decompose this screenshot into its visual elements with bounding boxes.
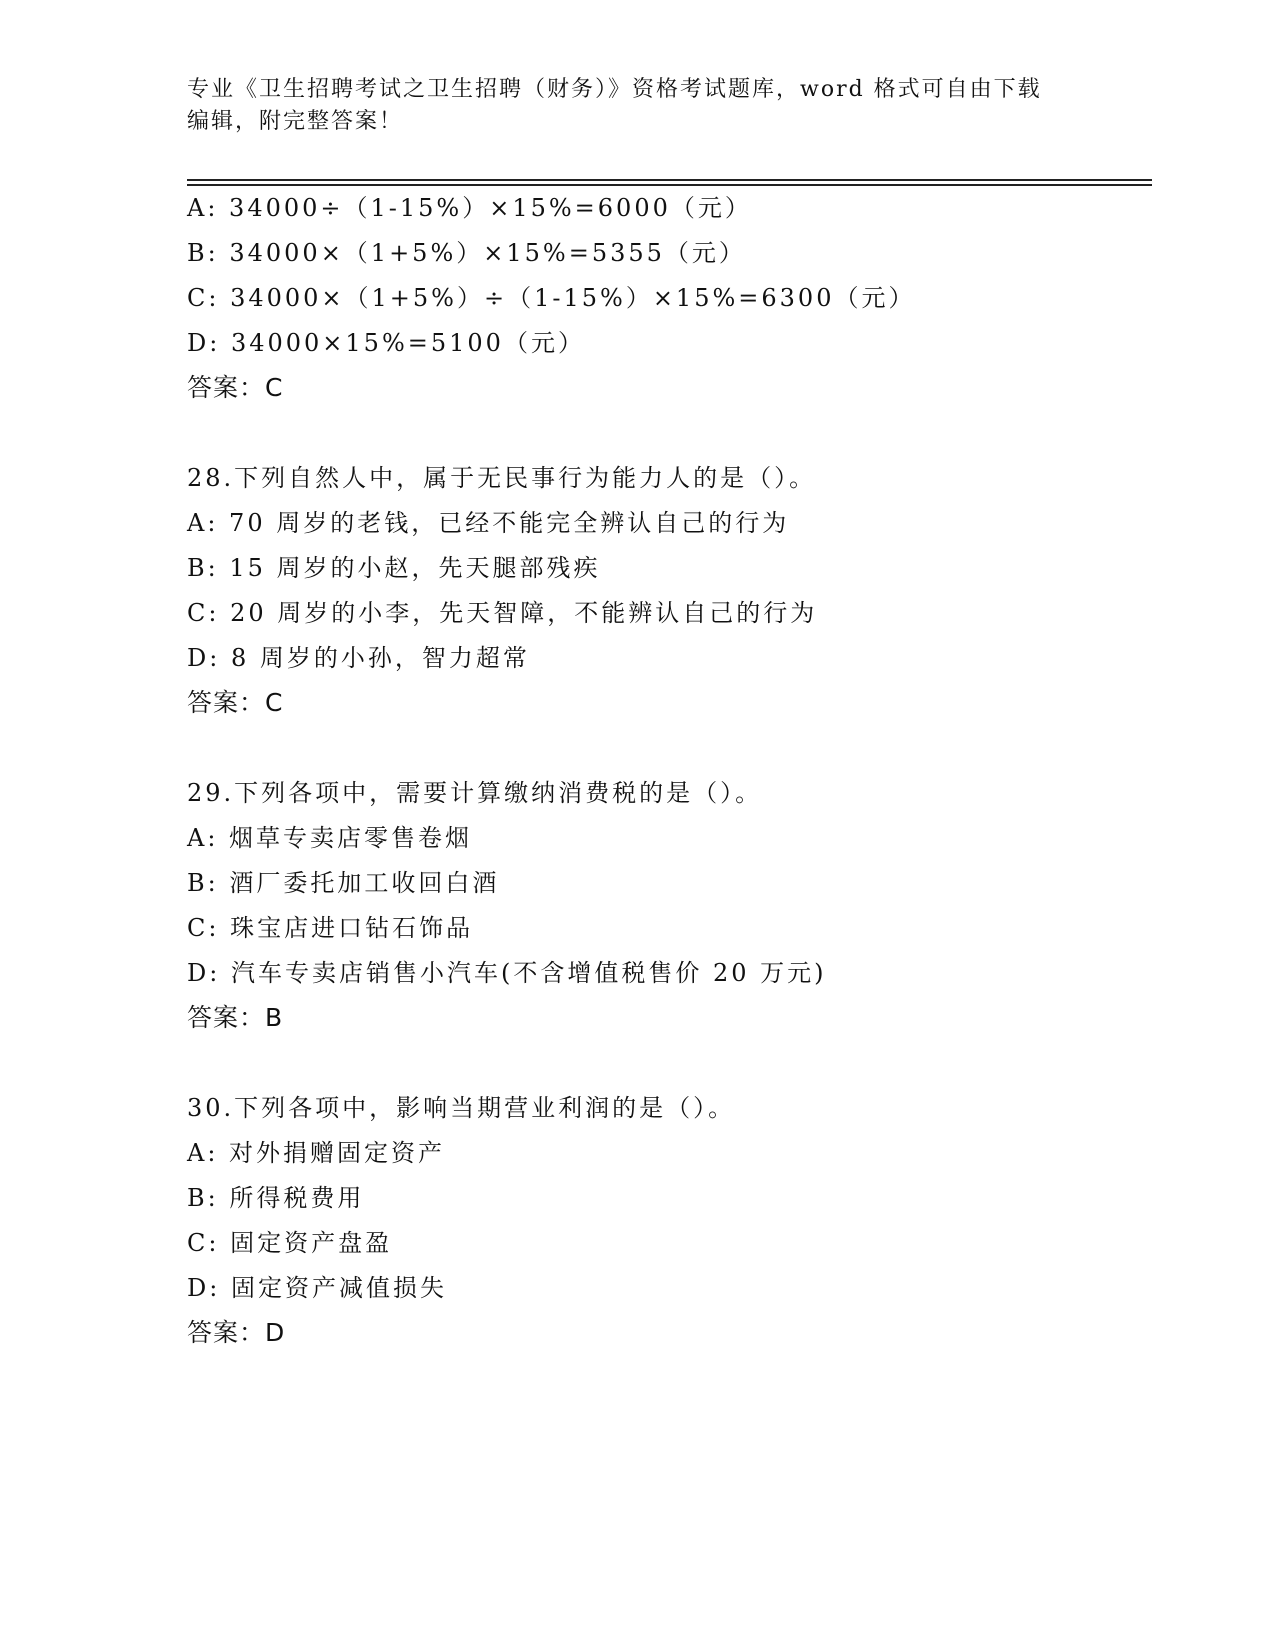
- header-line-1: 专业《卫生招聘考试之卫生招聘（财务）》资格考试题库，word 格式可自由下载: [187, 77, 1042, 102]
- q28-option-d: D: 8 周岁的小孙，智力超常: [187, 644, 530, 672]
- q27-option-b: B: 34000×（1+5%）×15%=5355（元）: [187, 239, 746, 267]
- header-divider-top: [187, 179, 1152, 181]
- q30-option-b: B: 所得税费用: [187, 1184, 365, 1212]
- q29-option-c: C: 珠宝店进口钻石饰品: [187, 914, 474, 942]
- q27-answer: 答案：C: [187, 373, 284, 402]
- q28-option-a: A: 70 周岁的老钱，已经不能完全辨认自己的行为: [187, 509, 790, 537]
- header-line-2: 编辑，附完整答案！: [187, 109, 404, 134]
- q28-answer: 答案：C: [187, 688, 284, 717]
- q30-option-c: C: 固定资产盘盈: [187, 1229, 393, 1257]
- q27-option-c: C: 34000×（1+5%）÷（1-15%）×15%=6300（元）: [187, 284, 916, 312]
- q29-question: 29.下列各项中，需要计算缴纳消费税的是（）。: [187, 779, 763, 807]
- header-divider-bottom: [187, 184, 1152, 186]
- q29-option-d: D: 汽车专卖店销售小汽车(不含增值税售价 20 万元): [187, 959, 827, 987]
- q30-option-d: D: 固定资产减值损失: [187, 1274, 447, 1302]
- q29-answer: 答案：B: [187, 1003, 284, 1032]
- document-header: [187, 74, 1087, 138]
- q27-option-a: A: 34000÷（1-15%）×15%=6000（元）: [187, 194, 752, 222]
- q30-option-a: A: 对外捐赠固定资产: [187, 1139, 446, 1167]
- q28-question: 28.下列自然人中，属于无民事行为能力人的是（）。: [187, 464, 817, 492]
- q29-option-a: A: 烟草专卖店零售卷烟: [187, 824, 473, 852]
- q30-question: 30.下列各项中，影响当期营业利润的是（）。: [187, 1094, 736, 1122]
- q29-option-b: B: 酒厂委托加工收回白酒: [187, 869, 500, 897]
- q28-option-c: C: 20 周岁的小李，先天智障，不能辨认自己的行为: [187, 599, 818, 627]
- q27-option-d: D: 34000×15%=5100（元）: [187, 329, 585, 357]
- q30-answer: 答案：D: [187, 1318, 286, 1347]
- q28-option-b: B: 15 周岁的小赵，先天腿部残疾: [187, 554, 601, 582]
